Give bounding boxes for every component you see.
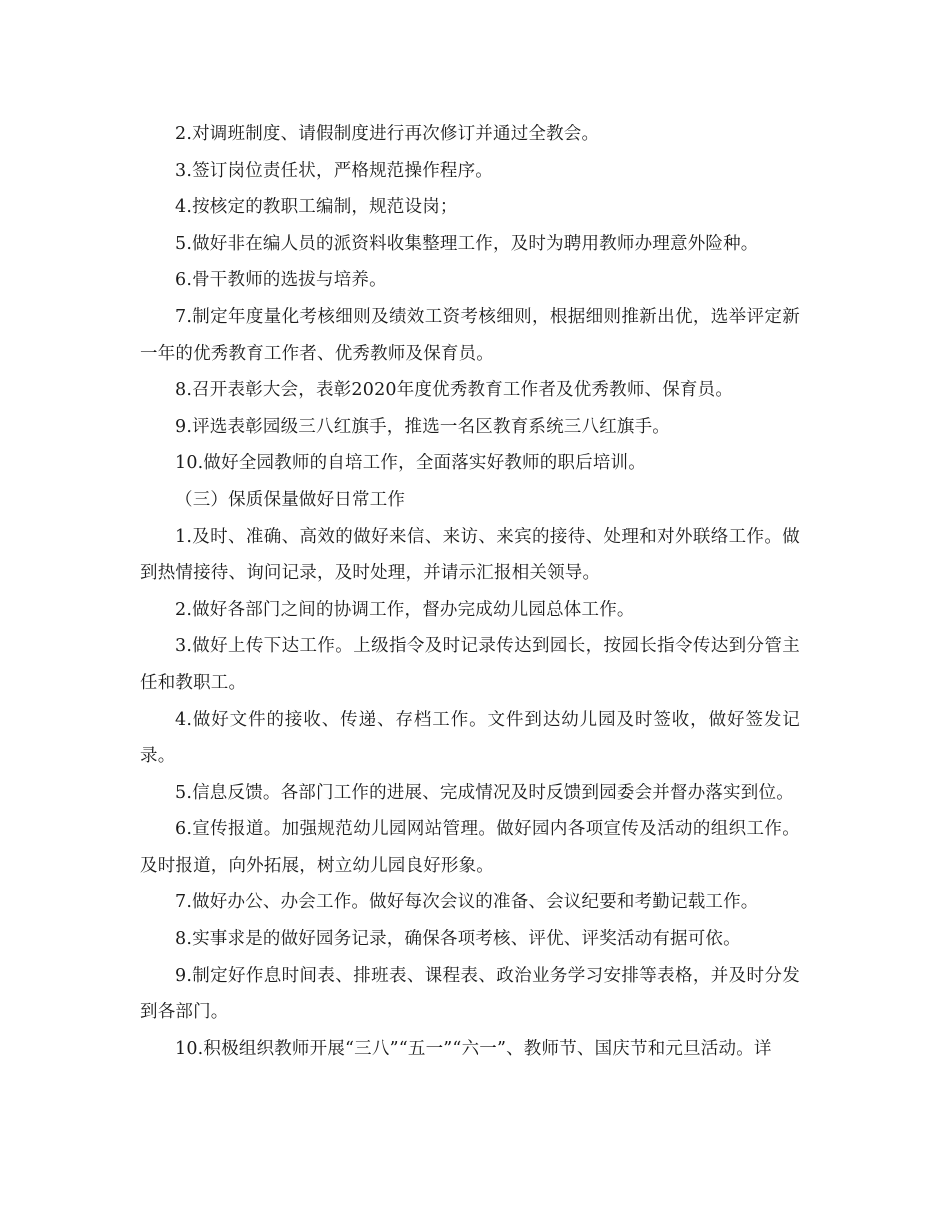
paragraph-documents: 4.做好文件的接收、传递、存档工作。文件到达幼儿园及时签收，做好签发记录。: [140, 709, 800, 767]
paragraph-reception: 1.及时、准确、高效的做好来信、来访、来宾的接待、处理和对外联络工作。做到热情接待、询问记录，及时处理，并请示汇报相关领导。: [140, 526, 800, 584]
section-heading-daily-work: （三）保质保量做好日常工作: [175, 489, 406, 510]
paragraph-activities: 10.积极组织教师开展“三八”“五一”“六一”、教师节、国庆节和元旦活动。详: [175, 1038, 772, 1059]
paragraph-assessment: 7.制定年度量化考核细则及绩效工资考核细则，根据细则推新出优，选举评定新一年的优秀教育工作者、优秀教师及保育员。: [140, 306, 800, 364]
paragraph-coordination: 2.做好各部门之间的协调工作，督办完成幼儿园总体工作。: [175, 599, 635, 620]
paragraph-commendation: 8.召开表彰大会，表彰2020年度优秀教育工作者及优秀教师、保育员。: [175, 380, 734, 401]
paragraph-non-staff: 5.做好非在编人员的派资料收集整理工作，及时为聘用教师办理意外险种。: [175, 233, 759, 254]
paragraph-office-meetings: 7.做好办公、办会工作。做好每次会议的准备、会议纪要和考勤记载工作。: [175, 892, 759, 913]
paragraph-schedules: 9.制定好作息时间表、排班表、课程表、政治业务学习安排等表格，并及时分发到各部门。: [140, 965, 800, 1023]
paragraph-red-banner: 9.评选表彰园级三八红旗手，推选一名区教育系统三八红旗手。: [175, 416, 670, 437]
paragraph-records: 8.实事求是的做好园务记录，确保各项考核、评优、评奖活动有据可依。: [175, 929, 741, 950]
paragraph-staffing: 4.按核定的教职工编制，规范设岗；: [175, 197, 458, 218]
paragraph-key-teachers: 6.骨干教师的选拔与培养。: [175, 270, 387, 291]
paragraph-instructions: 3.做好上传下达工作。上级指令及时记录传达到园长，按园长指令传达到分管主任和教职工。: [140, 636, 800, 693]
document-body: [140, 116, 800, 1067]
paragraph-training: 10.做好全园教师的自培工作，全面落实好教师的职后培训。: [175, 453, 646, 474]
paragraph-feedback: 5.信息反馈。各部门工作的进展、完成情况及时反馈到园委会并督办落实到位。: [175, 782, 794, 803]
paragraph-responsibility: 3.签订岗位责任状，严格规范操作程序。: [175, 160, 493, 181]
paragraph-revise-rules: 2.对调班制度、请假制度进行再次修订并通过全教会。: [175, 124, 600, 144]
paragraph-publicity: 6.宣传报道。加强规范幼儿园网站管理。做好园内各项宣传及活动的组织工作。及时报道，向外拓展，树立幼儿园良好形象。: [140, 819, 800, 876]
